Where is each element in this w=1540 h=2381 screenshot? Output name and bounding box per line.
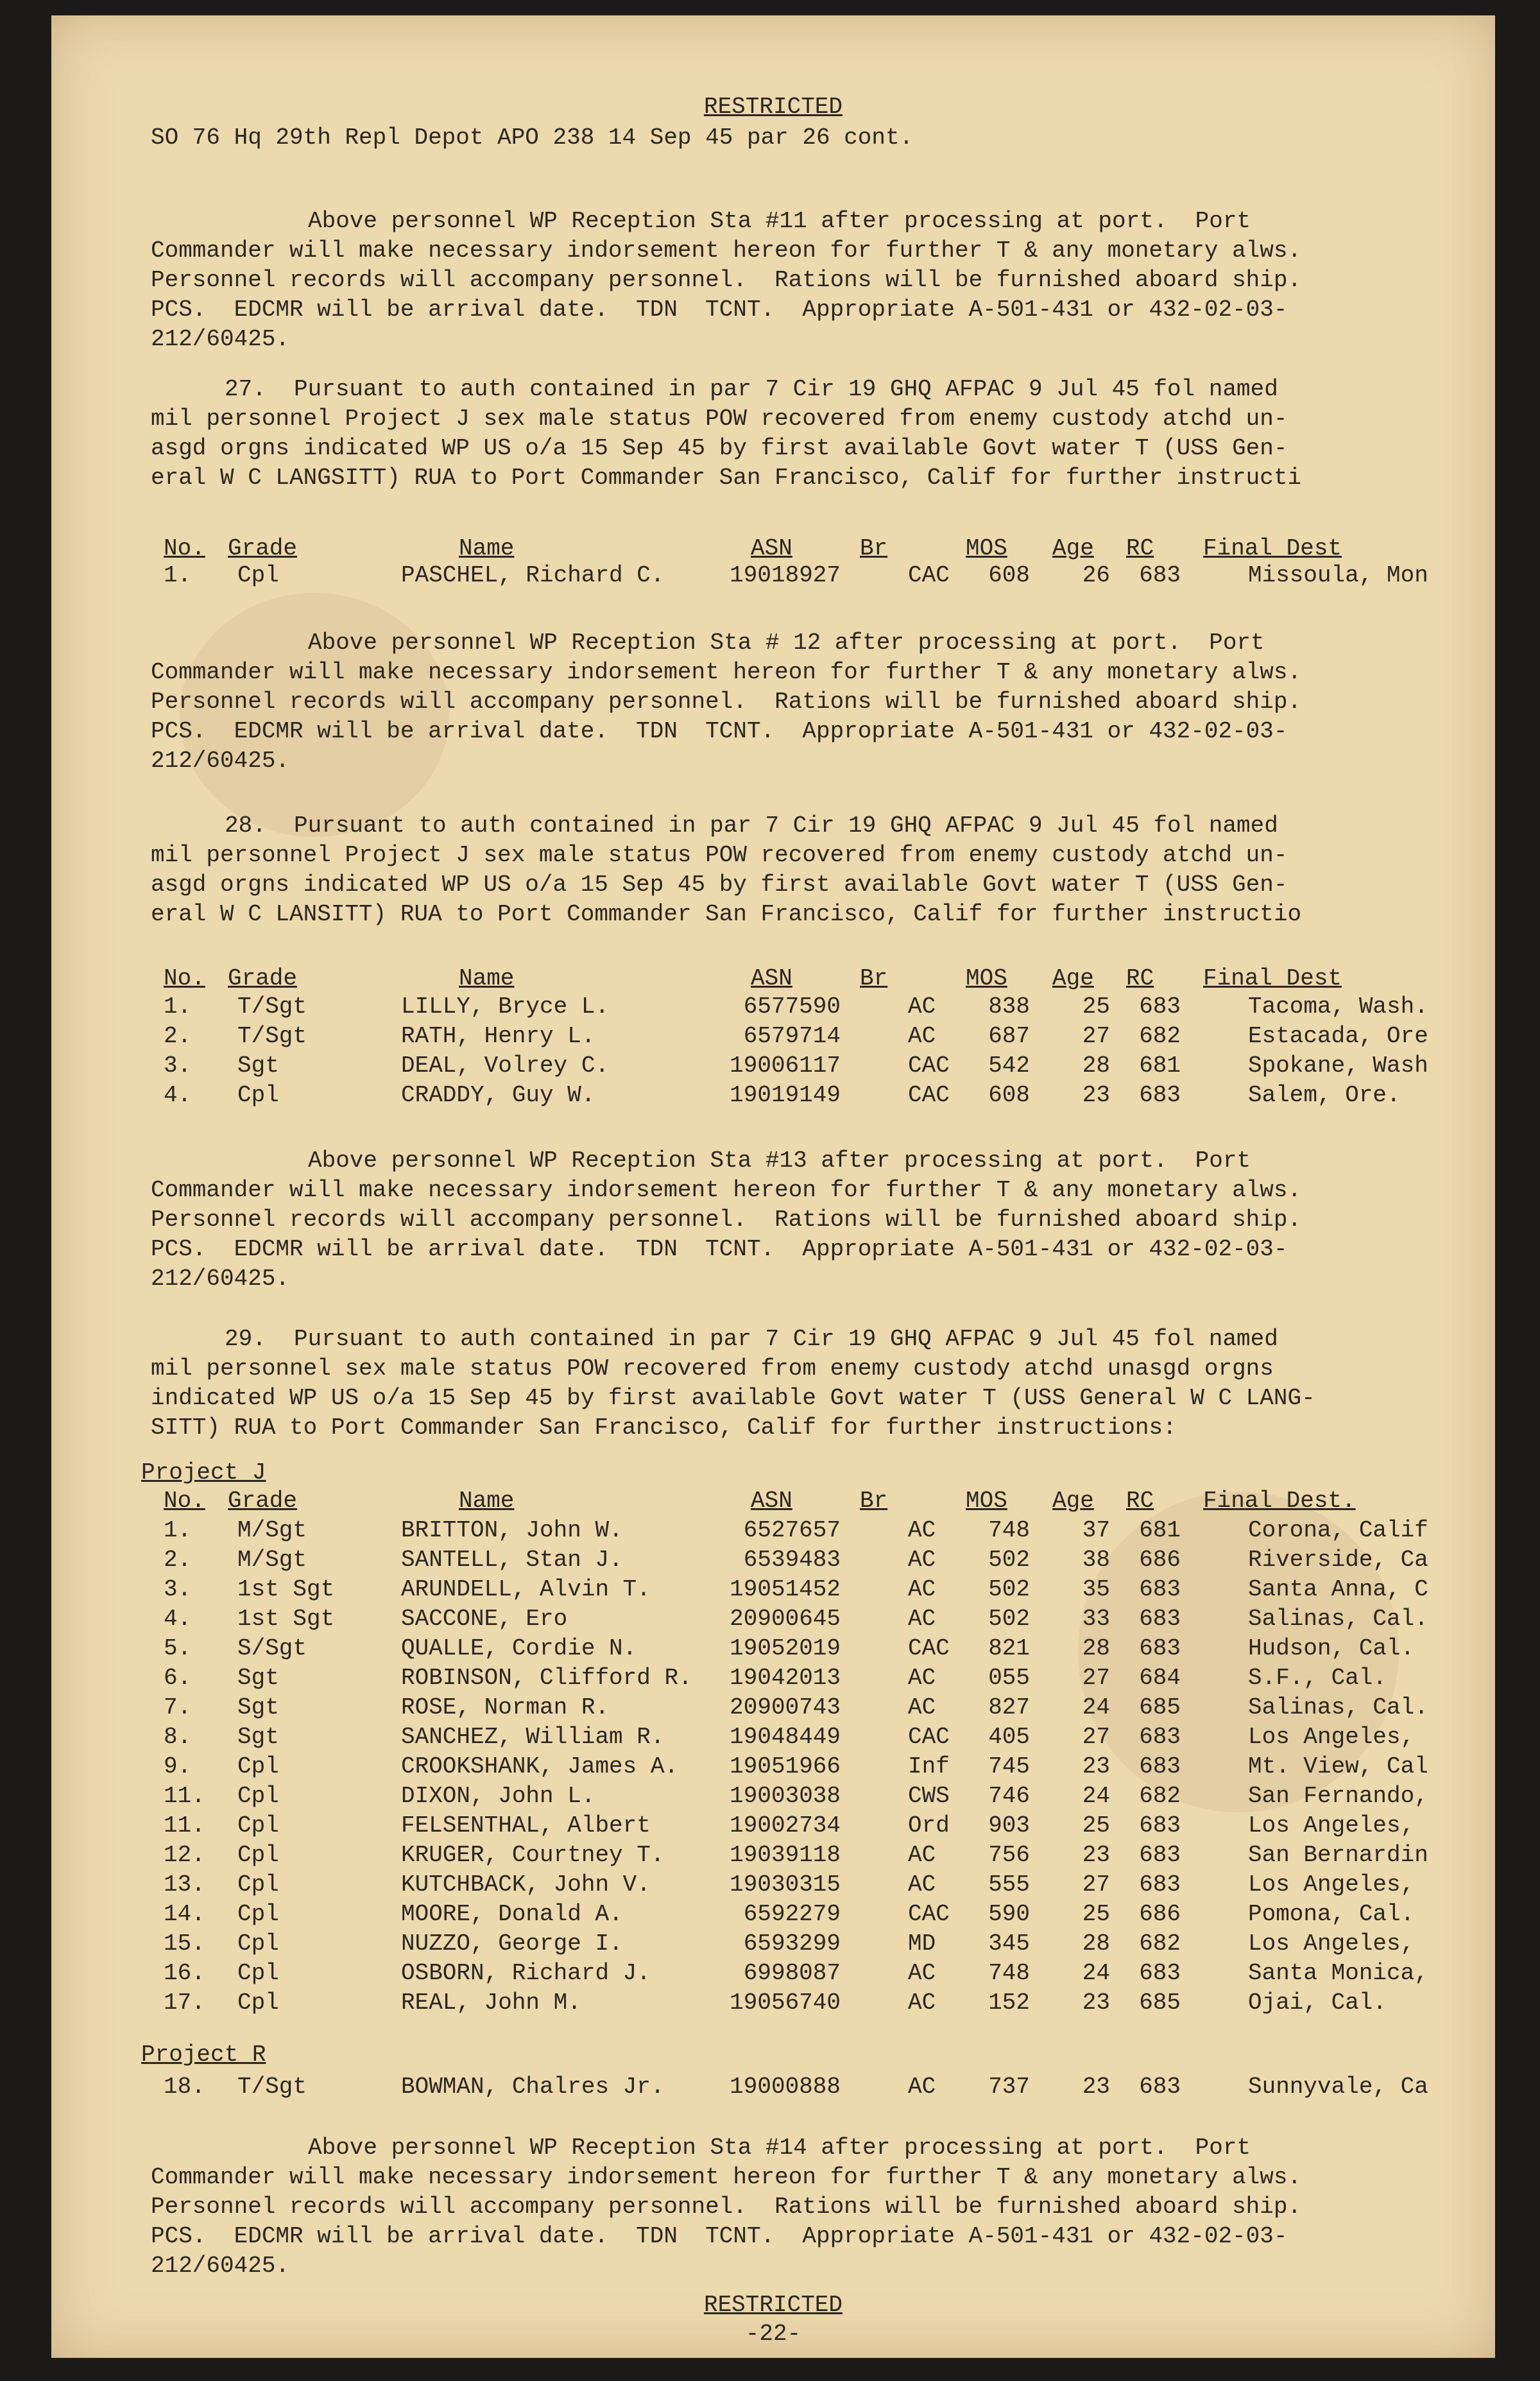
table-row-dest: Estacada, Ore [1248, 1023, 1428, 1049]
table-row-no: 6. [164, 1665, 192, 1691]
table-row-rc: 682 [1139, 1930, 1181, 1957]
table-row-rc: 681 [1139, 1053, 1181, 1079]
paragraph-line: PCS. EDCMR will be arrival date. TDN TCNT. Appropriate A-501-431 or 432-02-03- [151, 297, 1288, 323]
table-header-age: Age [1052, 965, 1094, 992]
table-row-grade: Cpl [237, 1990, 279, 2016]
table-row-asn: 19019149 [730, 1082, 841, 1108]
table-row-dest: San Bernardin [1248, 1842, 1428, 1868]
table-row-asn: 19048449 [730, 1724, 841, 1750]
table-row-asn: 6579714 [743, 1023, 841, 1049]
table-row-dest: Hudson, Cal. [1248, 1635, 1415, 1662]
table-header-rc: RC [1126, 965, 1154, 992]
table-row-rc: 683 [1139, 562, 1181, 589]
paragraph-27-closing-line: Above personnel WP Reception Sta # 12 after processing at port. Port [308, 630, 1265, 656]
table-row-br: AC [908, 1606, 936, 1632]
paragraph-28-closing-line: 212/60425. [151, 1266, 290, 1292]
table-row-br: CAC [908, 1724, 950, 1750]
table-row-no: 1. [164, 562, 192, 589]
table-row-asn: 19052019 [730, 1635, 841, 1662]
table-header-no: No. [164, 1488, 205, 1514]
table-row-rc: 683 [1139, 1753, 1181, 1780]
table-row-mos: 903 [988, 1812, 1030, 1839]
table-row-rc: 683 [1139, 1724, 1181, 1750]
table-row-no: 3. [164, 1576, 192, 1603]
paragraph-28-line: asgd orgns indicated WP US o/a 15 Sep 45 by first available Govt water T (USS Gen- [151, 872, 1288, 898]
table-row-name: KUTCHBACK, John V. [401, 1871, 651, 1898]
table-row-no: 9. [164, 1753, 192, 1780]
table-row-age: 25 [1082, 1812, 1110, 1839]
table-row-age: 23 [1082, 1842, 1110, 1868]
table-header-mos: MOS [966, 535, 1007, 562]
table-row-asn: 6577590 [743, 993, 841, 1020]
table-row-dest: Los Angeles, [1248, 1812, 1415, 1839]
table-row-no: 3. [164, 1053, 192, 1079]
table-row-no: 8. [164, 1724, 192, 1750]
table-row-br: CAC [908, 1635, 950, 1662]
table-header-name: Name [459, 1488, 515, 1514]
table-row-name: SANTELL, Stan J. [401, 1547, 623, 1573]
table-row-grade: Sgt [237, 1665, 279, 1691]
table-row-no: 1. [164, 993, 192, 1020]
table-row-dest: Sunnyvale, Ca [1248, 2074, 1428, 2100]
table-row-dest: Mt. View, Cal [1248, 1753, 1428, 1780]
table-row-mos: 821 [988, 1635, 1030, 1662]
document-body [51, 15, 1495, 2358]
document-page [51, 15, 1495, 2358]
table-row-grade: T/Sgt [237, 993, 307, 1020]
paragraph-28-closing-line: Commander will make necessary indorsement hereon for further T & any monetary alws. [151, 1177, 1302, 1203]
table-row-grade: Cpl [237, 1783, 279, 1809]
table-row-grade: 1st Sgt [237, 1606, 335, 1632]
table-row-name: OSBORN, Richard J. [401, 1960, 651, 1986]
table-header-name: Name [459, 965, 515, 992]
table-row-age: 35 [1082, 1576, 1110, 1603]
table-row-rc: 684 [1139, 1665, 1181, 1691]
table-row-no: 5. [164, 1635, 192, 1662]
table-row-dest: Salem, Ore. [1248, 1082, 1401, 1108]
table-row-mos: 827 [988, 1694, 1030, 1721]
table-row-br: AC [908, 1694, 936, 1721]
table-row-dest: Corona, Calif [1248, 1517, 1428, 1543]
page-number: -22- [745, 2321, 801, 2347]
paragraph-27-closing-line: Personnel records will accompany personnel. Rations will be furnished aboard ship. [151, 689, 1302, 715]
table-row-mos: 756 [988, 1842, 1030, 1868]
table-row-grade: Sgt [237, 1724, 279, 1750]
table-row-name: DIXON, John L. [401, 1783, 595, 1809]
paragraph-27-line: 27. Pursuant to auth contained in par 7 Cir 19 GHQ AFPAC 9 Jul 45 fol named [225, 376, 1278, 402]
paragraph-27-line: mil personnel Project J sex male status POW recovered from enemy custody atchd un- [151, 406, 1288, 432]
paragraph-line: Above personnel WP Reception Sta #11 after processing at port. Port [308, 208, 1251, 234]
table-header-asn: ASN [751, 1488, 792, 1514]
table-row-name: RATH, Henry L. [401, 1023, 595, 1049]
table-row-no: 17. [164, 1990, 205, 2016]
table-row-no: 13. [164, 1871, 205, 1898]
table-row-mos: 555 [988, 1871, 1030, 1898]
table-row-asn: 19051452 [730, 1576, 841, 1603]
table-row-age: 24 [1082, 1960, 1110, 1986]
table-row-rc: 685 [1139, 1990, 1181, 2016]
table-row-mos: 405 [988, 1724, 1030, 1750]
table-row-br: AC [908, 1547, 936, 1573]
table-header-grade: Grade [228, 965, 298, 992]
table-row-asn: 6527657 [743, 1517, 841, 1543]
table-row-asn: 19002734 [730, 1812, 841, 1839]
table-row-rc: 686 [1139, 1901, 1181, 1927]
table-row-rc: 681 [1139, 1517, 1181, 1543]
table-row-br: CAC [908, 1901, 950, 1927]
table-row-grade: Cpl [237, 1812, 279, 1839]
table-row-br: CAC [908, 1082, 950, 1108]
table-row-name: QUALLE, Cordie N. [401, 1635, 637, 1662]
table-row-asn: 20900645 [730, 1606, 841, 1632]
table-row-name: BOWMAN, Chalres Jr. [401, 2074, 665, 2100]
table-row-no: 7. [164, 1694, 192, 1721]
table-row-grade: Cpl [237, 1842, 279, 1868]
table-row-age: 24 [1082, 1694, 1110, 1721]
table-row-rc: 683 [1139, 1635, 1181, 1662]
table-row-br: AC [908, 1665, 936, 1691]
table-row-rc: 683 [1139, 993, 1181, 1020]
table-row-mos: 152 [988, 1990, 1030, 2016]
table-row-asn: 6998087 [743, 1960, 841, 1986]
table-row-no: 1. [164, 1517, 192, 1543]
table-header-grade: Grade [228, 1488, 298, 1514]
paragraph-27-line: asgd orgns indicated WP US o/a 15 Sep 45 by first available Govt water T (USS Gen- [151, 435, 1288, 461]
table-row-name: FELSENTHAL, Albert [401, 1812, 651, 1839]
table-row-mos: 502 [988, 1576, 1030, 1603]
table-header-age: Age [1052, 535, 1094, 562]
table-row-br: AC [908, 1990, 936, 2016]
table-header-br: Br [860, 535, 888, 562]
paragraph-29-closing-line: Above personnel WP Reception Sta #14 after processing at port. Port [308, 2135, 1251, 2161]
table-row-name: KRUGER, Courtney T. [401, 1842, 665, 1868]
paragraph-29-closing-line: 212/60425. [151, 2253, 290, 2279]
table-row-name: CROOKSHANK, James A. [401, 1753, 679, 1780]
table-row-br: MD [908, 1930, 936, 1957]
paragraph-27-closing-line: PCS. EDCMR will be arrival date. TDN TCNT. Appropriate A-501-431 or 432-02-03- [151, 718, 1288, 744]
table-row-rc: 683 [1139, 1960, 1181, 1986]
paragraph-28-line: 28. Pursuant to auth contained in par 7 Cir 19 GHQ AFPAC 9 Jul 45 fol named [225, 812, 1278, 839]
paragraph-29-line: 29. Pursuant to auth contained in par 7 Cir 19 GHQ AFPAC 9 Jul 45 fol named [225, 1326, 1278, 1352]
table-row-rc: 683 [1139, 1576, 1181, 1603]
table-row-age: 24 [1082, 1783, 1110, 1809]
table-row-rc: 683 [1139, 1842, 1181, 1868]
table-row-no: 4. [164, 1606, 192, 1632]
restricted-footer: RESTRICTED [703, 2292, 843, 2318]
paragraph-29-line: indicated WP US o/a 15 Sep 45 by first available Govt water T (USS General W C LANG- [151, 1385, 1315, 1411]
table-row-mos: 502 [988, 1547, 1030, 1573]
table-row-br: AC [908, 1842, 936, 1868]
table-row-no: 4. [164, 1082, 192, 1108]
table-row-dest: Los Angeles, [1248, 1930, 1415, 1957]
table-row-age: 28 [1082, 1053, 1110, 1079]
project-r-label: Project R [141, 2041, 266, 2068]
table-row-dest: Los Angeles, [1248, 1724, 1415, 1750]
paragraph-27-closing-line: Commander will make necessary indorsement hereon for further T & any monetary alws. [151, 659, 1302, 685]
table-row-age: 26 [1082, 562, 1110, 589]
table-header-rc: RC [1126, 535, 1154, 562]
table-row-no: 11. [164, 1783, 205, 1809]
table-row-rc: 683 [1139, 1082, 1181, 1108]
table-row-dest: Los Angeles, [1248, 1871, 1415, 1898]
table-row-mos: 746 [988, 1783, 1030, 1809]
table-row-asn: 19051966 [730, 1753, 841, 1780]
table-row-br: AC [908, 1576, 936, 1603]
table-row-name: LILLY, Bryce L. [401, 993, 610, 1020]
table-row-br: AC [908, 1960, 936, 1986]
table-row-age: 28 [1082, 1930, 1110, 1957]
table-row-name: SANCHEZ, William R. [401, 1724, 665, 1750]
table-header-dest: Final Dest. [1203, 1488, 1356, 1514]
paragraph-29-line: mil personnel sex male status POW recovered from enemy custody atchd unasgd orgns [151, 1355, 1274, 1382]
table-row-age: 33 [1082, 1606, 1110, 1632]
table-row-age: 27 [1082, 1023, 1110, 1049]
table-row-no: 11. [164, 1812, 205, 1839]
table-row-br: AC [908, 1023, 936, 1049]
table-row-grade: S/Sgt [237, 1635, 307, 1662]
table-row-asn: 19042013 [730, 1665, 841, 1691]
table-row-rc: 683 [1139, 1606, 1181, 1632]
table-row-name: NUZZO, George I. [401, 1930, 623, 1957]
table-row-grade: Sgt [237, 1694, 279, 1721]
paragraph-28-line: mil personnel Project J sex male status POW recovered from enemy custody atchd un- [151, 842, 1288, 868]
table-row-mos: 745 [988, 1753, 1030, 1780]
table-header-asn: ASN [751, 965, 792, 992]
table-row-grade: Sgt [237, 1053, 279, 1079]
table-row-grade: Cpl [237, 1901, 279, 1927]
table-row-no: 16. [164, 1960, 205, 1986]
table-row-name: ROBINSON, Clifford R. [401, 1665, 692, 1691]
table-row-asn: 19006117 [730, 1053, 841, 1079]
table-header-name: Name [459, 535, 515, 562]
table-row-age: 23 [1082, 1753, 1110, 1780]
table-row-mos: 542 [988, 1053, 1030, 1079]
table-header-no: No. [164, 965, 205, 992]
table-row-age: 27 [1082, 1871, 1110, 1898]
table-row-mos: 838 [988, 993, 1030, 1020]
table-row-no: 2. [164, 1023, 192, 1049]
table-header-br: Br [860, 1488, 888, 1514]
table-row-grade: Cpl [237, 1082, 279, 1108]
table-header-no: No. [164, 535, 205, 562]
table-row-dest: S.F., Cal. [1248, 1665, 1387, 1691]
table-header-dest: Final Dest [1203, 535, 1342, 562]
table-row-mos: 608 [988, 562, 1030, 589]
table-row-no: 12. [164, 1842, 205, 1868]
table-row-rc: 686 [1139, 1547, 1181, 1573]
table-row-mos: 345 [988, 1930, 1030, 1957]
table-row-asn: 20900743 [730, 1694, 841, 1721]
table-row-name: MOORE, Donald A. [401, 1901, 623, 1927]
restricted-header: RESTRICTED [703, 94, 843, 120]
paragraph-29-line: SITT) RUA to Port Commander San Francisco, Calif for further instructions: [151, 1414, 1177, 1441]
table-row-age: 37 [1082, 1517, 1110, 1543]
table-row-name: REAL, John M. [401, 1990, 581, 2016]
table-row-age: 25 [1082, 993, 1110, 1020]
table-row-dest: Missoula, Mon [1248, 562, 1428, 589]
table-header-br: Br [860, 965, 888, 992]
table-row-br: AC [908, 2074, 936, 2100]
paragraph-line: Commander will make necessary indorsement hereon for further T & any monetary alws. [151, 237, 1302, 264]
table-row-dest: Ojai, Cal. [1248, 1990, 1387, 2016]
table-row-asn: 19039118 [730, 1842, 841, 1868]
table-row-name: SACCONE, Ero [401, 1606, 568, 1632]
table-row-asn: 6539483 [743, 1547, 841, 1573]
table-row-rc: 683 [1139, 1871, 1181, 1898]
table-row-rc: 683 [1139, 1812, 1181, 1839]
table-row-dest: Spokane, Wash [1248, 1053, 1428, 1079]
table-row-age: 38 [1082, 1547, 1110, 1573]
table-row-rc: 685 [1139, 1694, 1181, 1721]
table-row-asn: 19000888 [730, 2074, 841, 2100]
table-row-name: ARUNDELL, Alvin T. [401, 1576, 651, 1603]
table-row-dest: Salinas, Cal. [1248, 1694, 1428, 1721]
paragraph-27-closing-line: 212/60425. [151, 748, 290, 774]
table-header-asn: ASN [751, 535, 792, 562]
table-row-grade: M/Sgt [237, 1547, 307, 1573]
table-row-grade: Cpl [237, 1960, 279, 1986]
table-row-grade: Cpl [237, 562, 279, 589]
table-row-grade: Cpl [237, 1930, 279, 1957]
table-row-no: 14. [164, 1901, 205, 1927]
table-row-grade: 1st Sgt [237, 1576, 335, 1603]
table-row-mos: 737 [988, 2074, 1030, 2100]
table-row-age: 23 [1082, 1990, 1110, 2016]
table-row-br: AC [908, 1517, 936, 1543]
table-header-age: Age [1052, 1488, 1094, 1514]
table-row-name: CRADDY, Guy W. [401, 1082, 595, 1108]
table-row-age: 27 [1082, 1724, 1110, 1750]
table-row-asn: 6593299 [743, 1930, 841, 1957]
table-row-no: 18. [164, 2074, 205, 2100]
table-row-mos: 687 [988, 1023, 1030, 1049]
table-header-grade: Grade [228, 535, 298, 562]
table-row-age: 25 [1082, 1901, 1110, 1927]
table-row-mos: 502 [988, 1606, 1030, 1632]
paragraph-line: Personnel records will accompany personnel. Rations will be furnished aboard ship. [151, 267, 1302, 293]
project-j-label: Project J [141, 1459, 266, 1486]
table-row-dest: San Fernando, [1248, 1783, 1428, 1809]
table-row-age: 27 [1082, 1665, 1110, 1691]
table-header-rc: RC [1126, 1488, 1154, 1514]
table-row-mos: 590 [988, 1901, 1030, 1927]
table-row-mos: 748 [988, 1960, 1030, 1986]
table-row-grade: T/Sgt [237, 2074, 307, 2100]
paragraph-29-closing-line: PCS. EDCMR will be arrival date. TDN TCNT. Appropriate A-501-431 or 432-02-03- [151, 2223, 1288, 2249]
table-row-rc: 682 [1139, 1023, 1181, 1049]
table-row-asn: 19003038 [730, 1783, 841, 1809]
table-row-dest: Santa Monica, [1248, 1960, 1428, 1986]
table-row-age: 23 [1082, 2074, 1110, 2100]
table-row-no: 2. [164, 1547, 192, 1573]
paragraph-28-closing-line: PCS. EDCMR will be arrival date. TDN TCNT. Appropriate A-501-431 or 432-02-03- [151, 1236, 1288, 1262]
paragraph-28-line: eral W C LANSITT) RUA to Port Commander San Francisco, Calif for further instructio [151, 901, 1302, 927]
paragraph-27-line: eral W C LANGSITT) RUA to Port Commander San Francisco, Calif for further instructi [151, 465, 1302, 491]
table-row-rc: 682 [1139, 1783, 1181, 1809]
paragraph-28-closing-line: Above personnel WP Reception Sta #13 after processing at port. Port [308, 1148, 1251, 1174]
table-row-name: ROSE, Norman R. [401, 1694, 610, 1721]
table-row-name: DEAL, Volrey C. [401, 1053, 610, 1079]
table-row-br: AC [908, 993, 936, 1020]
table-row-age: 28 [1082, 1635, 1110, 1662]
table-row-br: CAC [908, 1053, 950, 1079]
table-row-grade: T/Sgt [237, 1023, 307, 1049]
paragraph-line: 212/60425. [151, 326, 290, 352]
paragraph-29-closing-line: Personnel records will accompany personnel. Rations will be furnished aboard ship. [151, 2194, 1302, 2220]
table-row-asn: 19030315 [730, 1871, 841, 1898]
table-row-asn: 19056740 [730, 1990, 841, 2016]
table-row-dest: Salinas, Cal. [1248, 1606, 1428, 1632]
table-row-mos: 748 [988, 1517, 1030, 1543]
table-header-mos: MOS [966, 1488, 1007, 1514]
table-row-rc: 683 [1139, 2074, 1181, 2100]
table-row-br: AC [908, 1871, 936, 1898]
table-row-br: Inf [908, 1753, 950, 1780]
table-row-name: BRITTON, John W. [401, 1517, 623, 1543]
paragraph-28-closing-line: Personnel records will accompany personnel. Rations will be furnished aboard ship. [151, 1207, 1302, 1233]
table-row-age: 23 [1082, 1082, 1110, 1108]
table-row-br: Ord [908, 1812, 950, 1839]
table-row-dest: Tacoma, Wash. [1248, 993, 1428, 1020]
table-row-dest: Santa Anna, C [1248, 1576, 1428, 1603]
special-order-line: SO 76 Hq 29th Repl Depot APO 238 14 Sep 45 par 26 cont. [151, 125, 914, 151]
table-row-mos: 055 [988, 1665, 1030, 1691]
table-row-dest: Pomona, Cal. [1248, 1901, 1415, 1927]
paragraph-29-closing-line: Commander will make necessary indorsement hereon for further T & any monetary alws. [151, 2164, 1302, 2190]
table-header-dest: Final Dest [1203, 965, 1342, 992]
table-row-grade: M/Sgt [237, 1517, 307, 1543]
table-row-br: CAC [908, 562, 950, 589]
table-row-br: CWS [908, 1783, 950, 1809]
table-header-mos: MOS [966, 965, 1007, 992]
table-row-mos: 608 [988, 1082, 1030, 1108]
table-row-asn: 6592279 [743, 1901, 841, 1927]
table-row-asn: 19018927 [730, 562, 841, 589]
table-row-grade: Cpl [237, 1753, 279, 1780]
table-row-grade: Cpl [237, 1871, 279, 1898]
table-row-name: PASCHEL, Richard C. [401, 562, 665, 589]
table-row-dest: Riverside, Ca [1248, 1547, 1428, 1573]
table-row-no: 15. [164, 1930, 205, 1957]
